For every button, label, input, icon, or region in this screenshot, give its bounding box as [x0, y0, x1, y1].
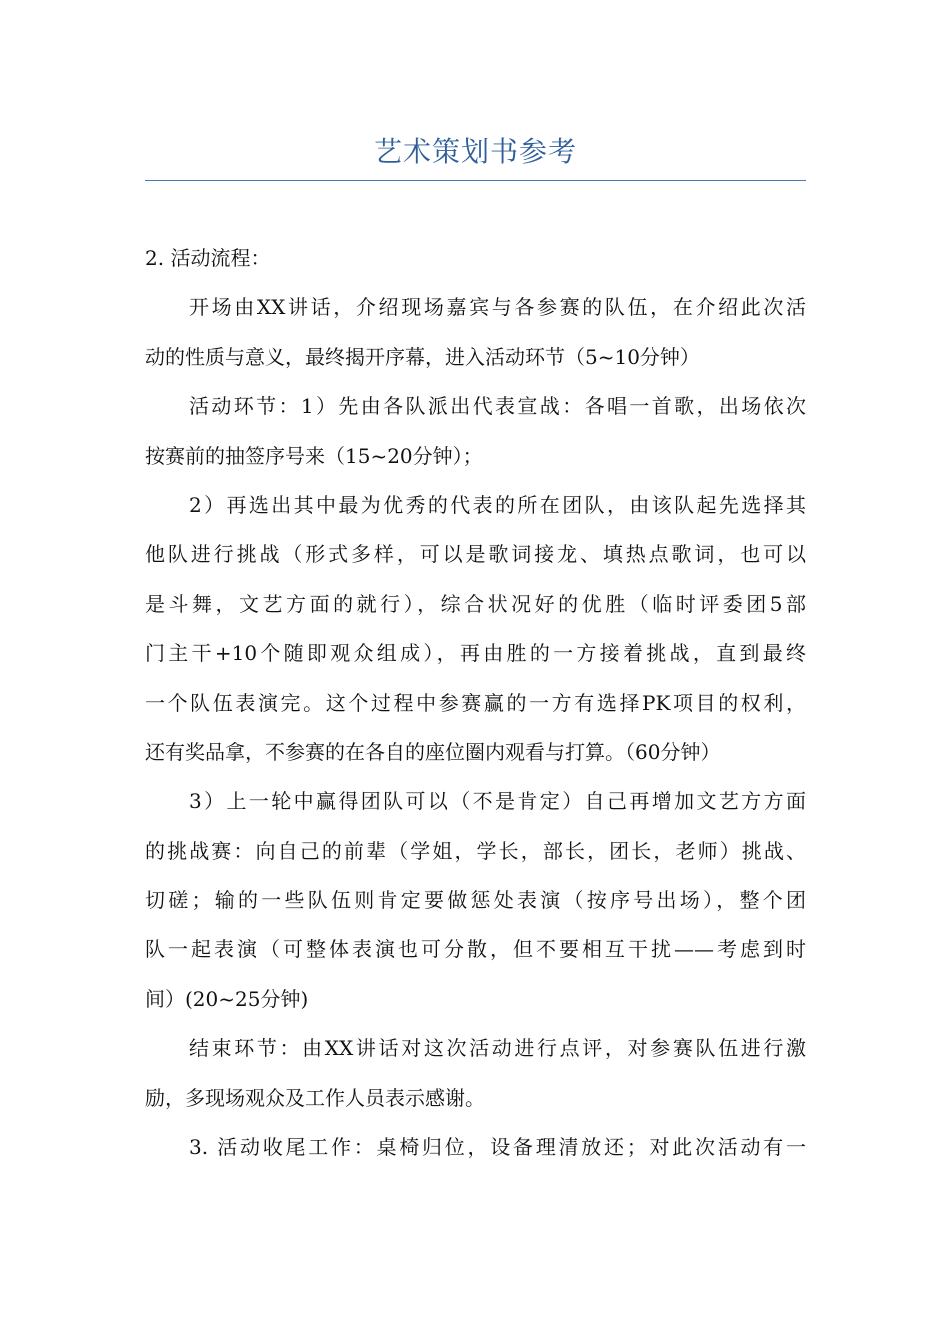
paragraph-line: 按赛前的抽签序号来（15~20分钟）；	[145, 443, 483, 468]
paragraph-line: 还有奖品拿，不参赛的在各自的座位圈内观看与打算。（60分钟）	[145, 739, 721, 764]
paragraph-line: 队一起表演（可整体表演也可分散，但不要相互干扰——考虑到时	[145, 937, 806, 962]
paragraph-line: 一个队伍表演完。这个过程中参赛赢的一方有选择PK项目的权利，	[145, 690, 806, 715]
paragraph-line: 他队进行挑战（形式多样，可以是歌词接龙、填热点歌词，也可以	[145, 542, 806, 567]
document-title: 艺术策划书参考	[373, 135, 577, 168]
paragraph-line: 的挑战赛：向自己的前辈（学姐，学长，部长，团长，老师）挑战、	[145, 838, 806, 863]
paragraph-line: 励，多现场观众及工作人员表示感谢。	[145, 1085, 485, 1110]
paragraph-line: 2）再选出其中最为优秀的代表的所在团队，由该队起先选择其	[189, 492, 806, 517]
paragraph-line: 结束环节：由XX讲话对这次活动进行点评，对参赛队伍进行激	[189, 1036, 806, 1061]
paragraph-line: 活动环节：1）先由各队派出代表宣战：各唱一首歌，出场依次	[189, 394, 806, 419]
document-body	[145, 234, 806, 1172]
paragraph-line: 动的性质与意义，最终揭开序幕，进入活动环节（5~10分钟）	[145, 344, 700, 369]
paragraph-line: 门主干+10个随即观众组成），再由胜的一方接着挑战，直到最终	[145, 641, 806, 666]
paragraph-line: 3）上一轮中赢得团队可以（不是肯定）自己再增加文艺方方面	[189, 789, 806, 814]
section-heading-process: 2. 活动流程：	[145, 246, 271, 270]
paragraph-line: 开场由XX讲话，介绍现场嘉宾与各参赛的队伍，在介绍此次活	[189, 295, 806, 320]
title-underline	[145, 180, 806, 181]
paragraph-line: 间）(20~25分钟)	[145, 986, 309, 1011]
paragraph-line: 切磋；输的一些队伍则肯定要做惩处表演（按序号出场），整个团	[145, 888, 806, 913]
paragraph-line: 是斗舞，文艺方面的就行），综合状况好的优胜（临时评委团5部	[145, 591, 806, 616]
section-heading-wrapup: 3. 活动收尾工作：桌椅归位，设备理清放还；对此次活动有一	[189, 1135, 806, 1160]
